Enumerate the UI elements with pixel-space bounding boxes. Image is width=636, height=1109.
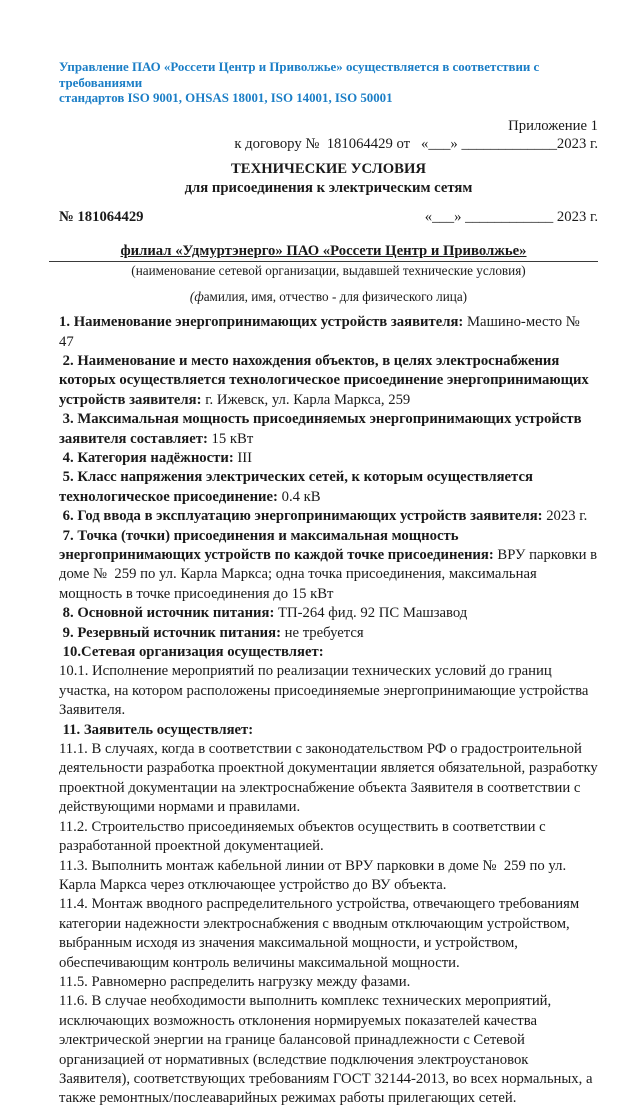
item-1 bbox=[59, 313, 598, 352]
contract-reference-line: к договору № 181064429 от «___» _____________2023 г. bbox=[234, 136, 598, 152]
item-11-6 bbox=[59, 992, 598, 1108]
document-number: № 181064429 bbox=[59, 209, 144, 226]
item-11-2 bbox=[59, 818, 598, 857]
date-blank: «___» ____________ 2023 г. bbox=[424, 209, 598, 226]
item-8 bbox=[59, 604, 598, 623]
item-6 bbox=[59, 507, 598, 526]
item-9-value: не требуется bbox=[280, 624, 364, 641]
item-1-value: Машино-место № 47 bbox=[59, 314, 588, 350]
item-3-label: 3. Максимальная мощность присоединяемых энергопринимающих устройств заявителя составляет: bbox=[59, 411, 586, 447]
item-11-5 bbox=[59, 973, 598, 992]
item-7 bbox=[59, 527, 601, 605]
item-11-3 bbox=[59, 857, 598, 896]
item-5-value: 0.4 кВ bbox=[277, 488, 321, 505]
person-caption bbox=[59, 289, 598, 305]
item-11-4-text: 11.4. Монтаж вводного распределительного устройства, отвечающего требованиям категории надежности электроснабжения с вводным отключающим устройством, выбранным исходя из значения максимальной мощности, и устройством, обеспечивающим контроль величины максимальной мощности. bbox=[59, 896, 583, 971]
document-subtitle: для присоединения к электрическим сетям bbox=[184, 179, 473, 196]
item-6-value: 2023 г. bbox=[542, 508, 588, 525]
item-4-label: 4. Категория надёжности: bbox=[59, 449, 234, 466]
item-11-4 bbox=[59, 895, 598, 973]
item-2 bbox=[59, 352, 598, 410]
document-title: ТЕХНИЧЕСКИЕ УСЛОВИЯ bbox=[231, 160, 426, 177]
item-5-label: 5. Класс напряжения электрических сетей, к которым осуществляется технологическое присоединение: bbox=[59, 469, 537, 505]
item-11-2-text: 11.2. Строительство присоединяемых объектов осуществить в соответствии с разработанной проектной документацией. bbox=[59, 818, 550, 855]
item-2-label: 2. Наименование и место нахождения объектов, в целях электроснабжения которых осуществляется технологическое присоединение энергопринимающих устройств заявителя: bbox=[59, 352, 593, 408]
iso-notice-line1: Управление ПАО «Россети Центр и Приволжье» осуществляется в соответствии с требованиями bbox=[59, 60, 540, 90]
item-10-1 bbox=[59, 662, 598, 720]
person-caption-italic-part: (ф bbox=[189, 289, 204, 305]
item-7-value: ВРУ парковки в доме № 259 по ул. Карла Маркса; одна точка присоединения, максимальная мощность в точке присоединения до 15 кВт bbox=[59, 547, 601, 602]
item-11-1-text: 11.1. В случаях, когда в соответствии с законодательством РФ о градостроительной деятельности разработка проектной документации является обязательной, разработку проектной документации на электроснабжение объекта Заявителя в соответствии с действующими нормами и правилами. bbox=[59, 741, 602, 816]
item-11 bbox=[59, 721, 598, 740]
item-3-value: 15 кВт bbox=[207, 430, 254, 447]
item-5 bbox=[59, 468, 598, 507]
item-6-label: 6. Год ввода в эксплуатацию энергопринимающих устройств заявителя: bbox=[59, 508, 543, 525]
item-11-label: 11. Заявитель осуществляет: bbox=[59, 721, 254, 738]
iso-compliance-notice bbox=[59, 60, 598, 107]
org-caption: (наименование сетевой организации, выдавшей технические условия) bbox=[131, 263, 526, 279]
item-8-value: ТП-264 фид. 92 ПС Машзавод bbox=[274, 605, 468, 622]
item-3 bbox=[59, 410, 598, 449]
item-11-1 bbox=[59, 740, 602, 818]
item-4 bbox=[59, 449, 598, 468]
network-organization-name: филиал «Удмуртэнерго» ПАО «Россети Центр и Приволжье» bbox=[120, 242, 527, 259]
person-caption-rest: амилия, имя, отчество - для физического лица) bbox=[203, 289, 468, 305]
item-11-5-text: 11.5. Равномерно распределить нагрузку между фазами. bbox=[59, 973, 411, 990]
item-10 bbox=[59, 643, 598, 662]
document-body bbox=[59, 313, 602, 1109]
item-11-3-text: 11.3. Выполнить монтаж кабельной линии от ВРУ парковки в доме № 259 по ул. Карла Маркса через отключающее устройство до ВУ объекта. bbox=[59, 857, 570, 893]
iso-notice-line2: стандартов ISO 9001, OHSAS 18001, ISO 14001, ISO 50001 bbox=[59, 91, 393, 105]
appendix-label: Приложение 1 bbox=[508, 117, 598, 134]
item-2-value: г. Ижевск, ул. Карла Маркса, 259 bbox=[201, 391, 411, 408]
item-9-label: 9. Резервный источник питания: bbox=[59, 624, 281, 641]
item-8-label: 8. Основной источник питания: bbox=[59, 605, 275, 622]
item-9 bbox=[59, 624, 598, 643]
item-4-value: III bbox=[233, 449, 253, 466]
item-1-label: 1. Наименование энергопринимающих устройств заявителя: bbox=[59, 314, 464, 331]
number-date-row bbox=[59, 208, 598, 227]
item-10-1-text: 10.1. Исполнение мероприятий по реализации технических условий до границ участка, на котором расположены присоединяемые энергопринимающие устройства Заявителя. bbox=[59, 663, 593, 719]
item-7-label: 7. Точка (точки) присоединения и максимальная мощность энергопринимающих устройств по каждой точке присоединения: bbox=[59, 527, 494, 563]
item-10-label: 10.Сетевая организация осуществляет: bbox=[59, 644, 324, 661]
item-11-6-text: 11.6. В случае необходимости выполнить комплекс технических мероприятий, исключающих возможность отклонения нормируемых показателей качества электрической энергии на границе балансовой принадлежности с Сетевой организацией от нормативных (вследствие подключения электроустановок Заявителя), соответствующих требованиям ГОСТ 32144-2013, во всех нормальных, а также ремонтных/послеаварийных режимах работы прилегающих сетей. bbox=[59, 993, 597, 1107]
org-fill-line bbox=[49, 242, 598, 262]
